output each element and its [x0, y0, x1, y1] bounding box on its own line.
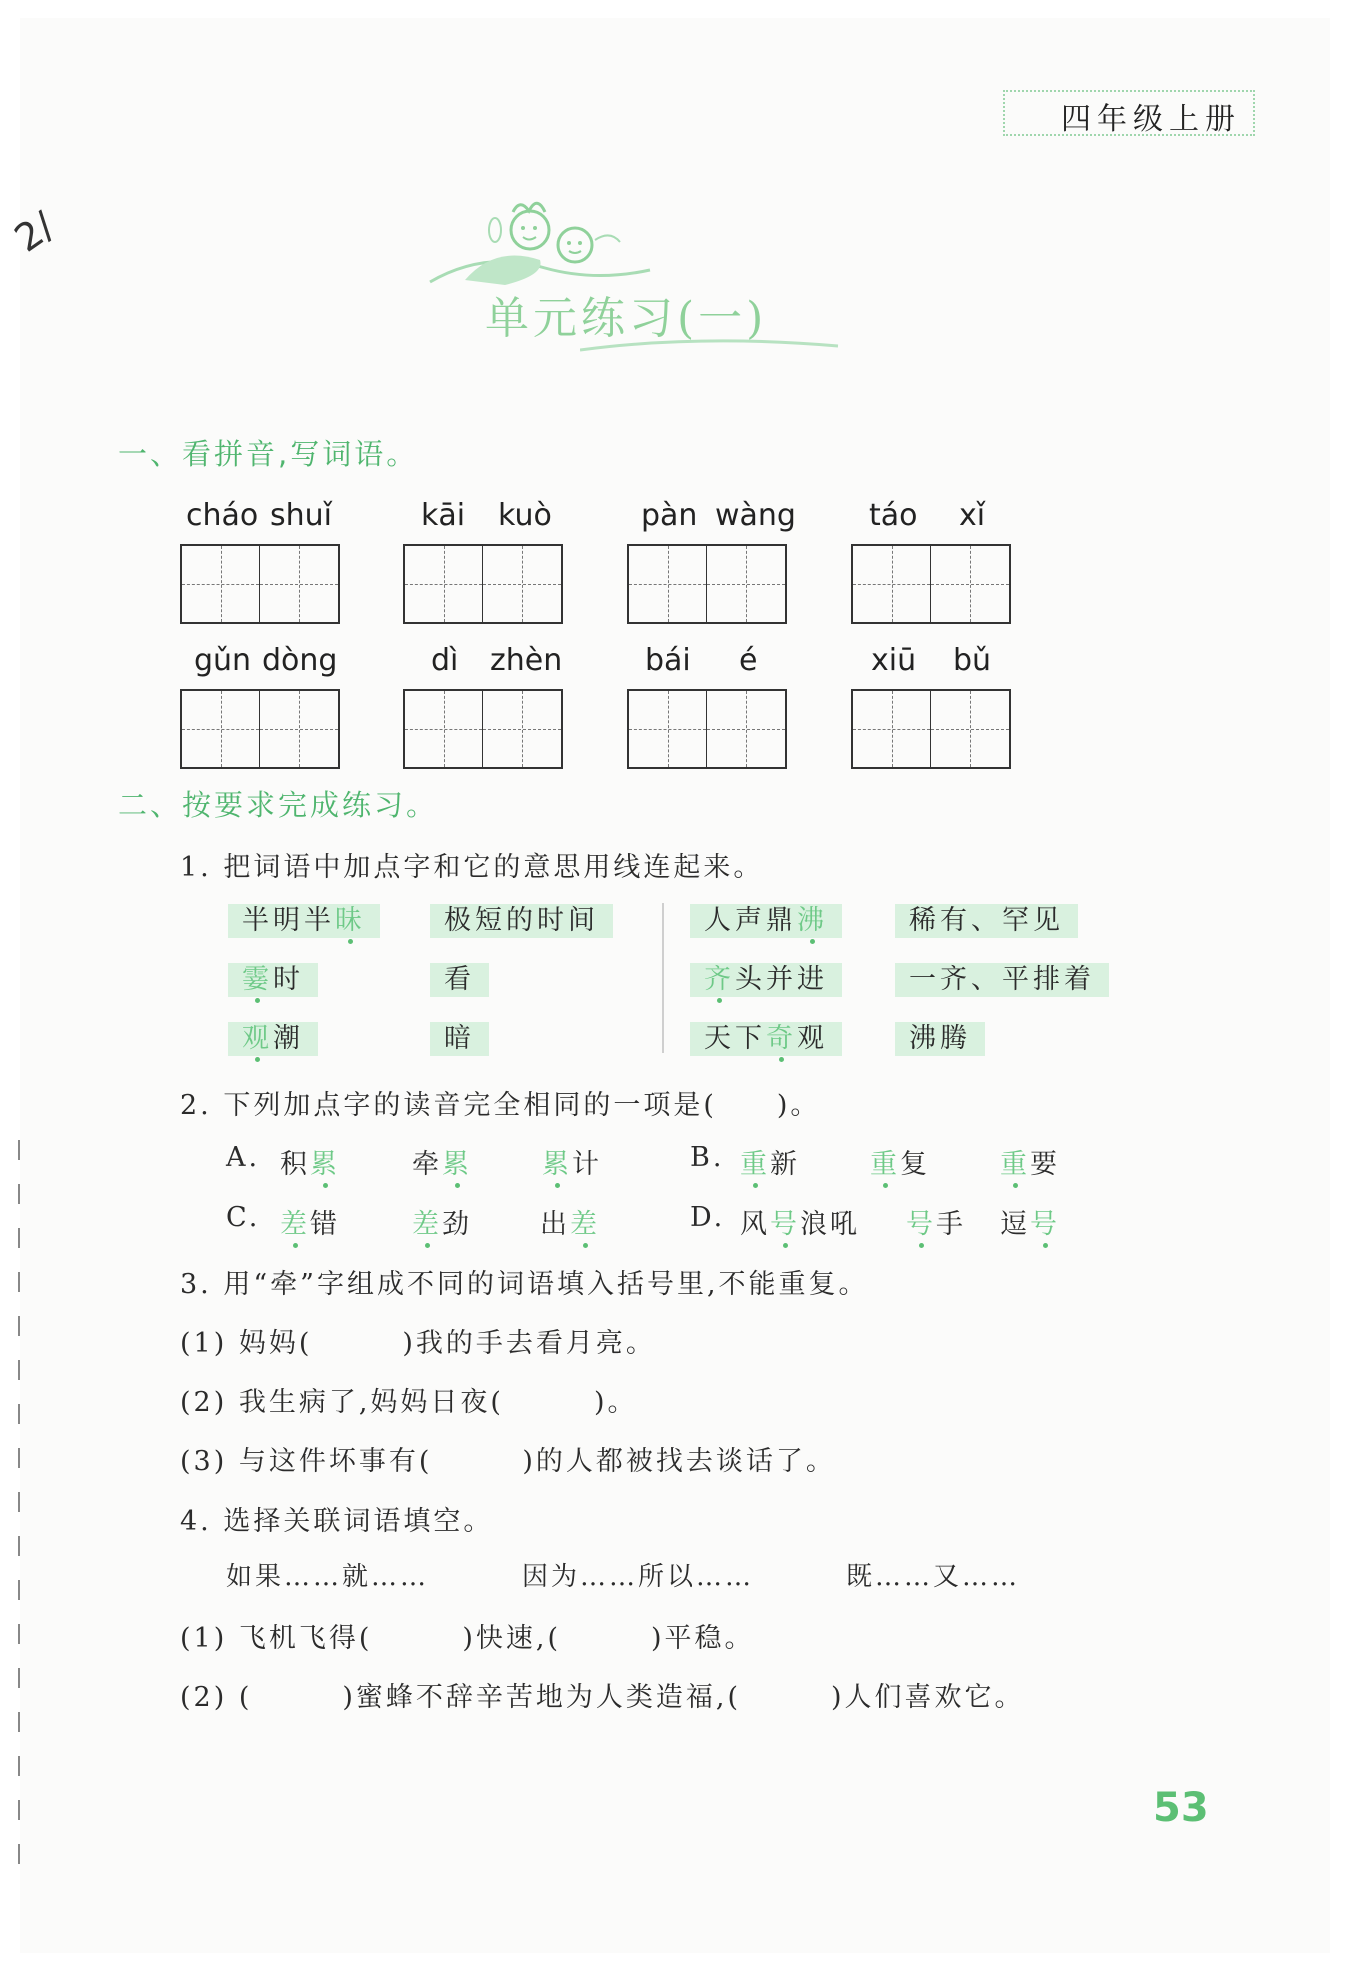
pinyin-syllable: shuǐ — [270, 498, 332, 533]
dotted-char: 昧 — [335, 905, 366, 936]
match-word[interactable]: 人声鼎沸 — [690, 904, 842, 938]
option-word: 风号浪吼 — [740, 1209, 860, 1240]
pinyin-syllable: táo — [869, 498, 918, 533]
section2-heading: 二、按要求完成练习。 — [118, 788, 439, 822]
grade-label — [1003, 90, 1255, 136]
pinyin-syllable: bái — [645, 643, 691, 678]
writing-grid[interactable] — [403, 689, 563, 769]
page-number: 53 — [1153, 1785, 1209, 1831]
q4-choice: 如果……就…… — [226, 1562, 430, 1592]
option-word: 积累 — [280, 1149, 340, 1180]
dotted-char: 差 — [570, 1209, 600, 1240]
pinyin-syllable: cháo — [186, 498, 259, 533]
q3-prompt: 3. 用“牵”字组成不同的词语填入括号里,不能重复。 — [180, 1269, 869, 1300]
pinyin-syllable: kuò — [498, 498, 552, 533]
q4-choice: 因为……所以…… — [522, 1562, 755, 1592]
pinyin-syllable: pàn — [641, 498, 698, 533]
match-meaning[interactable]: 一齐、平排着 — [895, 963, 1109, 997]
q4-item[interactable]: (1) 飞机飞得( )快速,( )平稳。 — [180, 1623, 755, 1654]
writing-grid[interactable] — [851, 544, 1011, 624]
margin-mark: 2/ — [6, 203, 63, 261]
option-word: 出差 — [540, 1209, 600, 1240]
q4-prompt: 4. 选择关联词语填空。 — [180, 1506, 494, 1537]
dotted-char: 累 — [542, 1149, 572, 1180]
match-word[interactable]: 观潮 — [228, 1022, 318, 1056]
q2-option-a[interactable]: A. — [226, 1142, 261, 1173]
match-meaning[interactable]: 稀有、罕见 — [895, 904, 1078, 938]
unit-title: 单元练习(一) — [485, 293, 768, 344]
dotted-char: 重 — [740, 1149, 770, 1180]
writing-grid[interactable] — [180, 689, 340, 769]
match-word[interactable]: 齐头并进 — [690, 963, 842, 997]
writing-grid[interactable] — [403, 544, 563, 624]
dotted-char: 齐 — [704, 964, 735, 995]
dotted-char: 差 — [280, 1209, 310, 1240]
dotted-char: 沸 — [797, 905, 828, 936]
q1-prompt: 1. 把词语中加点字和它的意思用线连起来。 — [180, 852, 764, 883]
writing-grid[interactable] — [627, 544, 787, 624]
dotted-char: 重 — [1000, 1149, 1030, 1180]
pinyin-syllable: dì — [431, 643, 459, 678]
q3-item[interactable]: (1) 妈妈( )我的手去看月亮。 — [180, 1328, 656, 1359]
match-meaning[interactable]: 沸腾 — [895, 1022, 985, 1056]
q2-option-d[interactable]: D. — [690, 1202, 726, 1233]
dotted-char: 差 — [412, 1209, 442, 1240]
pinyin-syllable: dòng — [262, 643, 338, 678]
option-word: 重要 — [1000, 1149, 1060, 1180]
divider — [662, 903, 664, 1053]
dotted-char: 累 — [310, 1149, 340, 1180]
pinyin-syllable: wàng — [715, 498, 796, 533]
pinyin-syllable: bǔ — [953, 643, 992, 678]
match-word[interactable]: 天下奇观 — [690, 1022, 842, 1056]
section1-heading: 一、看拼音,写词语。 — [118, 437, 419, 471]
option-word: 重新 — [740, 1149, 800, 1180]
dotted-char: 累 — [442, 1149, 472, 1180]
option-word: 累计 — [542, 1149, 602, 1180]
dotted-char: 号 — [906, 1209, 936, 1240]
q4-choice: 既……又…… — [846, 1562, 1021, 1592]
match-word[interactable]: 半明半昧 — [228, 904, 380, 938]
writing-grid[interactable] — [851, 689, 1011, 769]
dotted-char: 观 — [242, 1023, 273, 1054]
option-word: 重复 — [870, 1149, 930, 1180]
match-meaning[interactable]: 极短的时间 — [430, 904, 613, 938]
option-word: 牵累 — [412, 1149, 472, 1180]
q2-option-b[interactable]: B. — [690, 1142, 725, 1173]
q3-item[interactable]: (2) 我生病了,妈妈日夜( )。 — [180, 1387, 638, 1418]
q4-item[interactable]: (2) ( )蜜蜂不辞辛苦地为人类造福,( )人们喜欢它。 — [180, 1682, 1025, 1713]
title-underline-swoosh — [580, 332, 840, 356]
grade-label-text: 四年级上册 — [1061, 102, 1241, 137]
dotted-char: 霎 — [242, 964, 273, 995]
match-word[interactable]: 霎时 — [228, 963, 318, 997]
pinyin-syllable: gǔn — [194, 643, 252, 678]
pinyin-syllable: xǐ — [959, 498, 986, 533]
pinyin-syllable: é — [739, 643, 758, 678]
pinyin-syllable: kāi — [421, 498, 466, 533]
dotted-char: 重 — [870, 1149, 900, 1180]
option-word: 号手 — [906, 1209, 966, 1240]
option-word: 差错 — [280, 1209, 340, 1240]
writing-grid[interactable] — [180, 544, 340, 624]
pinyin-syllable: xiū — [871, 643, 917, 678]
pinyin-syllable: zhèn — [490, 643, 563, 678]
binding-margin-marks — [18, 1140, 20, 1888]
writing-grid[interactable] — [627, 689, 787, 769]
dotted-char: 号 — [770, 1209, 800, 1240]
option-word: 逗号 — [1000, 1209, 1060, 1240]
option-word: 差劲 — [412, 1209, 472, 1240]
match-meaning[interactable]: 看 — [430, 963, 489, 997]
dotted-char: 奇 — [766, 1023, 797, 1054]
dotted-char: 号 — [1030, 1209, 1060, 1240]
match-meaning[interactable]: 暗 — [430, 1022, 489, 1056]
q3-item[interactable]: (3) 与这件坏事有( )的人都被找去谈话了。 — [180, 1446, 836, 1477]
q2-option-c[interactable]: C. — [226, 1202, 261, 1233]
q2-prompt: 2. 下列加点字的读音完全相同的一项是( )。 — [180, 1090, 821, 1121]
